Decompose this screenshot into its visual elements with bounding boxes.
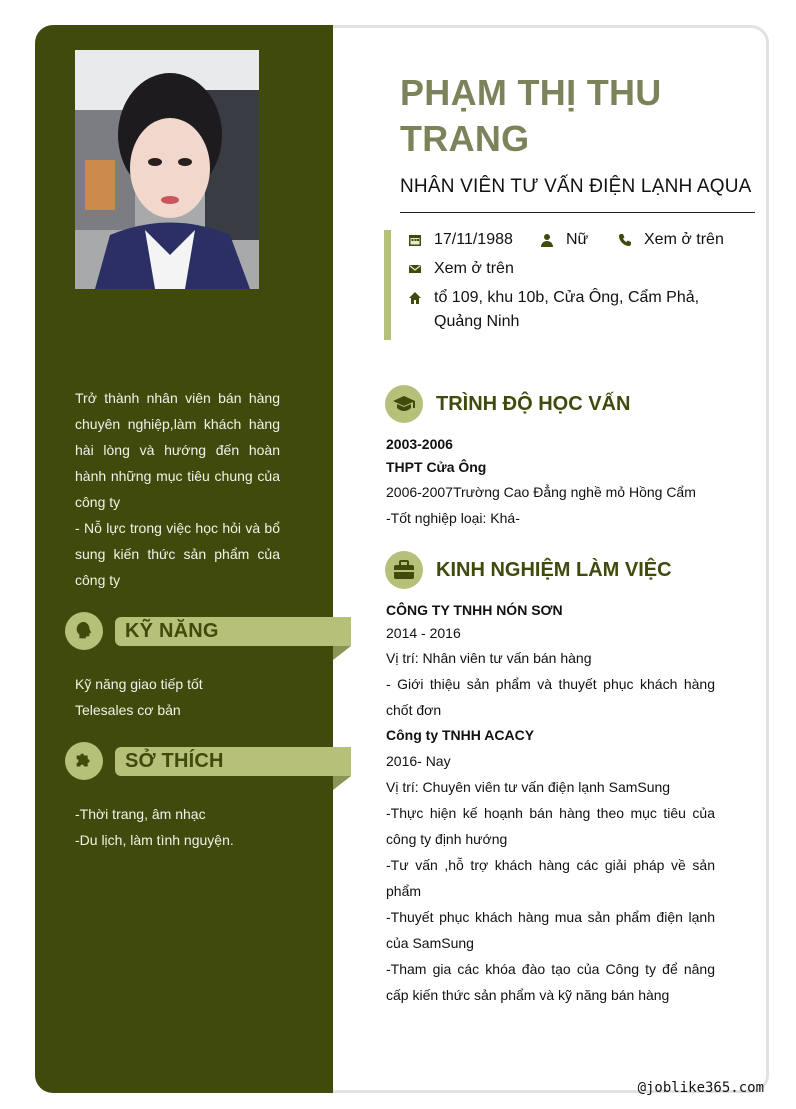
job-line: -Thực hiện kế hoạnh bán hàng theo mục tiêu của công ty định hướng [386, 805, 715, 847]
watermark: @joblike365.com [637, 1080, 764, 1096]
graduation-cap-icon [385, 385, 423, 423]
mail-icon [408, 262, 422, 276]
phone-value: Xem ở trên [644, 231, 724, 248]
email-row [408, 260, 514, 278]
birthday-value: 17/11/1988 [434, 231, 513, 248]
address-row [408, 289, 748, 334]
gender-row [540, 231, 588, 249]
objective-paragraph-1: Trở thành nhân viên bán hàng chuyên nghiệp,làm khách hàng hài lòng và hướng đến hoàn hành những mục tiêu chung của công ty [75, 390, 280, 510]
phone-row [618, 231, 724, 249]
experience-body [386, 599, 715, 1008]
company-name: CÔNG TY TNHH NÓN SƠN [386, 602, 563, 618]
job-title: NHÂN VIÊN TƯ VẤN ĐIỆN LẠNH AQUA [400, 176, 752, 197]
skills-heading [65, 612, 351, 652]
briefcase-icon [385, 551, 423, 589]
education-body [386, 433, 715, 531]
experience-heading [385, 550, 672, 590]
job-line: -Thuyết phục khách hàng mua sản phẩm điện lạnh của SamSung [386, 909, 715, 951]
career-objective [75, 385, 280, 593]
list-item: Kỹ năng giao tiếp tốt [75, 676, 203, 692]
education-line: -Tốt nghiệp loại: Khá- [386, 510, 520, 526]
education-heading [385, 384, 630, 424]
job-period: 2016- Nay [386, 753, 451, 769]
candidate-name: PHẠM THỊ THU TRANG [400, 72, 662, 159]
divider [400, 212, 755, 213]
education-line: 2006-2007Trường Cao Đẳng nghề mỏ Hồng Cẩm [386, 484, 696, 500]
user-icon [540, 233, 554, 247]
gender-value: Nữ [566, 231, 589, 248]
education-period: 2003-2006 [386, 436, 453, 452]
hobbies-list [75, 801, 234, 853]
info-accent-bar [384, 230, 391, 340]
hobbies-heading-label: SỞ THÍCH [125, 750, 224, 772]
job-period: 2014 - 2016 [386, 625, 461, 641]
phone-icon [618, 233, 632, 247]
list-item: Telesales cơ bản [75, 702, 181, 718]
skills-list [75, 671, 203, 723]
calendar-icon [408, 233, 422, 247]
home-icon [408, 291, 422, 305]
hobbies-heading [65, 742, 351, 782]
puzzle-icon [65, 742, 103, 780]
company-name: Công ty TNHH ACACY [386, 727, 535, 743]
job-line: -Tham gia các khóa đào tạo của Công ty để nâng cấp kiến thức sản phẩm và kỹ năng bán hàng [386, 961, 715, 1003]
job-line: Vị trí: Chuyên viên tư vấn điện lạnh SamSung [386, 779, 671, 795]
address-value: tổ 109, khu 10b, Cửa Ông, Cẩm Phả, Quảng Ninh [434, 289, 700, 330]
profile-photo [75, 50, 259, 289]
email-value: Xem ở trên [434, 260, 514, 277]
skills-heading-label: KỸ NĂNG [125, 620, 219, 642]
experience-heading-label: KINH NGHIỆM LÀM VIỆC [436, 558, 672, 581]
job-line: Vị trí: Nhân viên tư vấn bán hàng [386, 650, 592, 666]
head-icon [65, 612, 103, 650]
job-line: - Giới thiệu sản phẩm và thuyết phục khách hàng chốt đơn [386, 676, 715, 718]
job-line: -Tư vấn ,hỗ trợ khách hàng các giải pháp về sản phẩm [386, 857, 715, 899]
list-item: -Thời trang, âm nhạc [75, 806, 206, 822]
education-heading-label: TRÌNH ĐỘ HỌC VẤN [436, 392, 631, 415]
objective-paragraph-2: - Nỗ lực trong việc học hỏi và bổ sung kiến thức sản phẩm của công ty [75, 520, 280, 588]
list-item: -Du lịch, làm tình nguyện. [75, 832, 234, 848]
education-school: THPT Cửa Ông [386, 459, 487, 475]
birthday-row [408, 231, 513, 249]
